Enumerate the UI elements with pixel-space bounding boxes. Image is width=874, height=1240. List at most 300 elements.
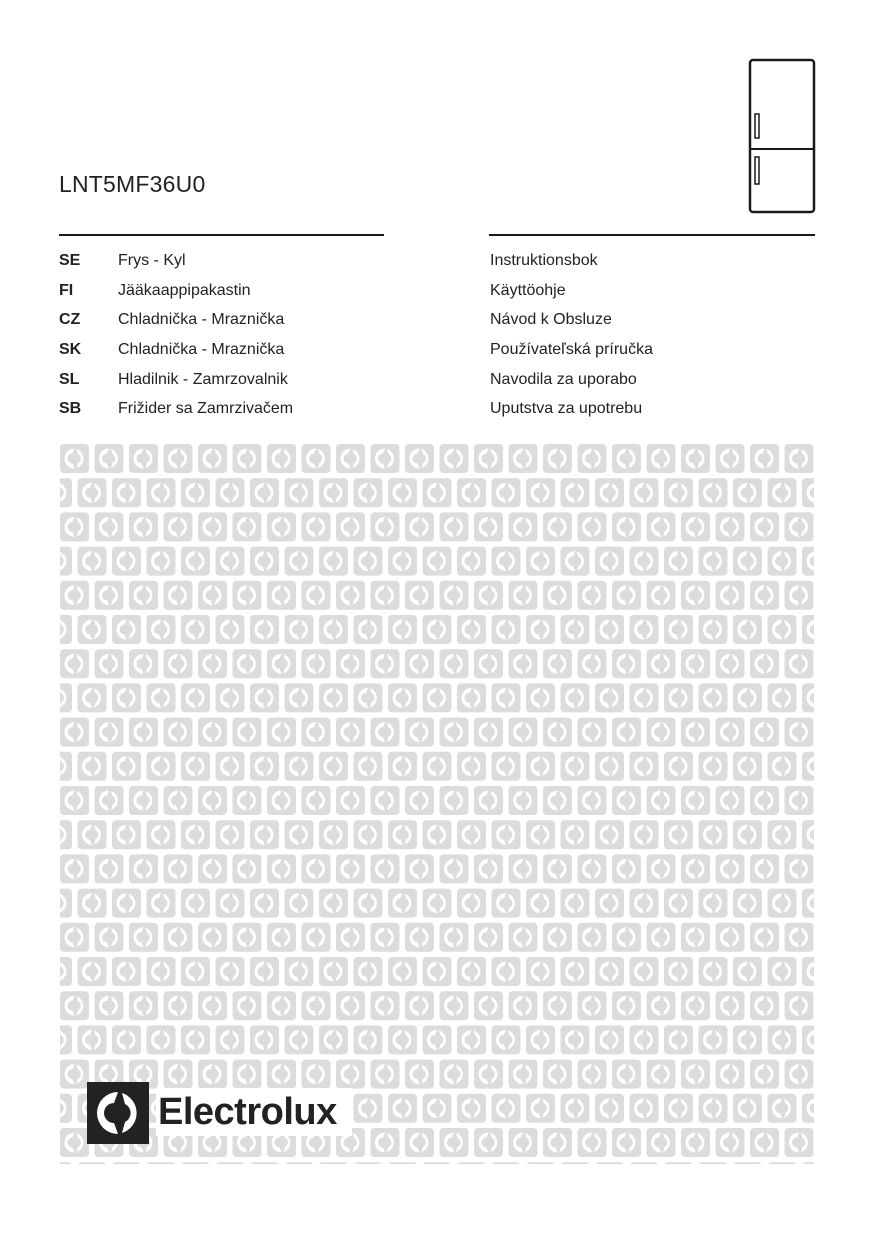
pattern-tile: [543, 923, 572, 952]
pattern-tile: [216, 615, 245, 644]
pattern-tile: [423, 1025, 452, 1054]
pattern-tile: [405, 923, 434, 952]
pattern-tile: [388, 683, 417, 712]
pattern-tile: [526, 752, 555, 781]
pattern-tile: [578, 923, 607, 952]
pattern-tile: [371, 649, 400, 678]
pattern-tile: [147, 820, 176, 849]
pattern-tile: [733, 820, 762, 849]
pattern-tile: [233, 786, 262, 815]
pattern-tile: [164, 923, 193, 952]
pattern-tile: [492, 615, 521, 644]
pattern-tile: [612, 991, 641, 1020]
pattern-tile: [785, 512, 814, 541]
pattern-tile: [681, 854, 710, 883]
pattern-tile: [750, 718, 779, 747]
pattern-tile: [147, 547, 176, 576]
pattern-tile: [733, 1162, 762, 1164]
pattern-tile: [78, 478, 107, 507]
pattern-tile: [492, 547, 521, 576]
pattern-tile: [647, 991, 676, 1020]
pattern-tile: [112, 1162, 141, 1164]
pattern-tile: [681, 786, 710, 815]
pattern-tile: [60, 649, 89, 678]
pattern-tile: [112, 547, 141, 576]
pattern-tile: [233, 1060, 262, 1089]
pattern-tile: [250, 1025, 279, 1054]
pattern-tile: [561, 889, 590, 918]
pattern-tile: [302, 512, 331, 541]
pattern-tile: [60, 615, 72, 644]
pattern-tile: [181, 889, 210, 918]
pattern-tile: [60, 444, 89, 473]
pattern-tile: [750, 786, 779, 815]
pattern-tile: [181, 615, 210, 644]
pattern-tile: [354, 1162, 383, 1164]
pattern-tile: [371, 444, 400, 473]
pattern-tile: [147, 1025, 176, 1054]
language-row: [59, 394, 819, 424]
pattern-tile: [216, 752, 245, 781]
pattern-tile: [95, 649, 124, 678]
pattern-tile: [302, 649, 331, 678]
pattern-tile: [612, 444, 641, 473]
pattern-tile: [578, 649, 607, 678]
manual-title: Návod k Obsluze: [490, 311, 612, 329]
pattern-tile: [129, 444, 158, 473]
pattern-tile: [319, 478, 348, 507]
pattern-tile: [492, 820, 521, 849]
pattern-tile: [302, 1060, 331, 1089]
pattern-tile: [267, 923, 296, 952]
pattern-tile: [216, 1025, 245, 1054]
pattern-tile: [681, 1060, 710, 1089]
pattern-tile: [216, 478, 245, 507]
language-code: SK: [59, 341, 82, 359]
pattern-tile: [768, 889, 797, 918]
language-row: [59, 335, 819, 365]
pattern-tile: [302, 581, 331, 610]
product-name: Chladnička - Mraznička: [118, 311, 285, 329]
pattern-tile: [354, 683, 383, 712]
pattern-tile: [578, 786, 607, 815]
pattern-tile: [647, 923, 676, 952]
divider-right: [489, 234, 815, 236]
pattern-tile: [319, 752, 348, 781]
pattern-tile: [371, 718, 400, 747]
pattern-tile: [181, 547, 210, 576]
pattern-tile: [302, 923, 331, 952]
pattern-tile: [405, 1128, 434, 1157]
pattern-tile: [492, 752, 521, 781]
pattern-tile: [319, 1025, 348, 1054]
pattern-tile: [785, 718, 814, 747]
pattern-tile: [733, 615, 762, 644]
language-row: [59, 305, 819, 335]
pattern-tile: [423, 547, 452, 576]
pattern-tile: [78, 1162, 107, 1164]
pattern-tile: [457, 820, 486, 849]
pattern-tile: [285, 547, 314, 576]
pattern-tile: [612, 512, 641, 541]
pattern-tile: [233, 923, 262, 952]
pattern-tile: [405, 1060, 434, 1089]
pattern-tile: [250, 547, 279, 576]
logo-pattern-background: [60, 444, 814, 1164]
pattern-tile: [95, 512, 124, 541]
pattern-tile: [95, 718, 124, 747]
pattern-tile: [750, 444, 779, 473]
pattern-tile: [250, 1162, 279, 1164]
pattern-tile: [750, 512, 779, 541]
pattern-tile: [129, 581, 158, 610]
pattern-tile: [578, 991, 607, 1020]
product-name: Frys - Kyl: [118, 252, 186, 269]
pattern-tile: [595, 957, 624, 986]
pattern-tile: [543, 1060, 572, 1089]
pattern-tile: [78, 889, 107, 918]
pattern-tile: [285, 615, 314, 644]
model-number: LNT5MF36U0: [59, 171, 206, 197]
pattern-tile: [595, 1162, 624, 1164]
pattern-tile: [630, 1025, 659, 1054]
pattern-tile: [250, 683, 279, 712]
language-code: FI: [59, 281, 74, 299]
pattern-tile: [785, 581, 814, 610]
pattern-tile: [578, 581, 607, 610]
pattern-tile: [630, 889, 659, 918]
language-code: SL: [59, 370, 80, 388]
pattern-tile: [112, 683, 141, 712]
pattern-tile: [354, 615, 383, 644]
pattern-tile: [60, 512, 89, 541]
product-name: Hladilnik - Zamrzovalnik: [118, 370, 288, 388]
pattern-tile: [336, 786, 365, 815]
pattern-tile: [388, 478, 417, 507]
pattern-tile: [526, 889, 555, 918]
pattern-tile: [354, 1094, 383, 1123]
pattern-tile: [319, 820, 348, 849]
pattern-tile: [750, 1128, 779, 1157]
pattern-tile: [78, 957, 107, 986]
pattern-tile: [95, 854, 124, 883]
pattern-tile: [181, 957, 210, 986]
pattern-tile: [95, 923, 124, 952]
pattern-tile: [267, 512, 296, 541]
pattern-tile: [181, 683, 210, 712]
pattern-tile: [733, 889, 762, 918]
pattern-tile: [543, 718, 572, 747]
pattern-tile: [164, 718, 193, 747]
pattern-tile: [716, 581, 745, 610]
pattern-tile: [60, 478, 72, 507]
pattern-tile: [354, 478, 383, 507]
pattern-tile: [492, 683, 521, 712]
pattern-tile: [509, 854, 538, 883]
pattern-tile: [474, 923, 503, 952]
pattern-tile: [664, 615, 693, 644]
pattern-tile: [716, 512, 745, 541]
pattern-tile: [681, 581, 710, 610]
language-code: CZ: [59, 311, 81, 329]
pattern-tile: [561, 1094, 590, 1123]
pattern-tile: [423, 478, 452, 507]
pattern-tile: [802, 752, 814, 781]
pattern-tile: [129, 786, 158, 815]
pattern-tile: [112, 752, 141, 781]
pattern-tile: [440, 444, 469, 473]
pattern-tile: [474, 444, 503, 473]
pattern-tile: [164, 1060, 193, 1089]
pattern-tile: [405, 649, 434, 678]
pattern-tile: [457, 889, 486, 918]
pattern-tile: [802, 1162, 814, 1164]
pattern-tile: [595, 615, 624, 644]
pattern-tile: [198, 923, 227, 952]
pattern-tile: [285, 478, 314, 507]
pattern-tile: [578, 512, 607, 541]
pattern-tile: [561, 820, 590, 849]
pattern-tile: [181, 478, 210, 507]
pattern-tile: [267, 649, 296, 678]
pattern-tile: [716, 649, 745, 678]
pattern-tile: [440, 991, 469, 1020]
pattern-tile: [302, 991, 331, 1020]
pattern-tile: [699, 1025, 728, 1054]
pattern-tile: [474, 786, 503, 815]
pattern-tile: [647, 581, 676, 610]
pattern-tile: [733, 683, 762, 712]
pattern-tile: [250, 752, 279, 781]
pattern-tile: [354, 1025, 383, 1054]
pattern-tile: [474, 1128, 503, 1157]
pattern-tile: [750, 649, 779, 678]
pattern-tile: [733, 1094, 762, 1123]
pattern-tile: [474, 512, 503, 541]
pattern-tile: [336, 923, 365, 952]
pattern-tile: [664, 683, 693, 712]
pattern-tile: [354, 957, 383, 986]
pattern-tile: [129, 649, 158, 678]
pattern-tile: [630, 683, 659, 712]
pattern-tile: [423, 1162, 452, 1164]
pattern-tile: [129, 991, 158, 1020]
pattern-tile: [267, 991, 296, 1020]
pattern-tile: [60, 1094, 72, 1123]
pattern-tile: [526, 1094, 555, 1123]
pattern-tile: [198, 444, 227, 473]
pattern-tile: [354, 820, 383, 849]
pattern-tile: [526, 1162, 555, 1164]
pattern-tile: [405, 581, 434, 610]
pattern-tile: [95, 786, 124, 815]
pattern-tile: [526, 683, 555, 712]
manual-title: Uputstva za upotrebu: [490, 400, 643, 418]
pattern-tile: [509, 581, 538, 610]
pattern-tile: [95, 444, 124, 473]
manual-title: Používateľská príručka: [490, 341, 653, 359]
pattern-tile: [699, 478, 728, 507]
pattern-tile: [526, 478, 555, 507]
pattern-tile: [612, 581, 641, 610]
pattern-tile: [543, 581, 572, 610]
pattern-tile: [630, 478, 659, 507]
pattern-tile: [60, 786, 89, 815]
pattern-tile: [440, 649, 469, 678]
pattern-tile: [440, 581, 469, 610]
pattern-tile: [699, 1162, 728, 1164]
pattern-tile: [78, 547, 107, 576]
pattern-tile: [216, 889, 245, 918]
pattern-tile: [802, 889, 814, 918]
pattern-tile: [233, 649, 262, 678]
pattern-tile: [60, 854, 89, 883]
pattern-tile: [699, 615, 728, 644]
pattern-tile: [561, 1025, 590, 1054]
pattern-tile: [716, 718, 745, 747]
pattern-tile: [699, 957, 728, 986]
pattern-tile: [60, 1128, 89, 1157]
pattern-tile: [388, 957, 417, 986]
pattern-tile: [60, 752, 72, 781]
pattern-tile: [681, 923, 710, 952]
pattern-tile: [474, 991, 503, 1020]
pattern-tile: [60, 1162, 72, 1164]
pattern-tile: [78, 820, 107, 849]
pattern-tile: [440, 1060, 469, 1089]
pattern-tile: [164, 649, 193, 678]
pattern-tile: [198, 991, 227, 1020]
pattern-tile: [750, 581, 779, 610]
pattern-tile: [664, 1025, 693, 1054]
pattern-tile: [336, 581, 365, 610]
pattern-tile: [561, 547, 590, 576]
pattern-tile: [250, 957, 279, 986]
pattern-tile: [561, 752, 590, 781]
pattern-tile: [802, 683, 814, 712]
pattern-tile: [405, 512, 434, 541]
pattern-tile: [630, 752, 659, 781]
pattern-tile: [492, 1025, 521, 1054]
pattern-tile: [112, 889, 141, 918]
pattern-tile: [60, 1060, 89, 1089]
pattern-tile: [250, 889, 279, 918]
pattern-tile: [267, 1060, 296, 1089]
pattern-tile: [233, 991, 262, 1020]
product-name: Jääkaappipakastin: [118, 281, 251, 299]
pattern-tile: [147, 752, 176, 781]
pattern-tile: [388, 547, 417, 576]
pattern-tile: [60, 991, 89, 1020]
pattern-tile: [423, 683, 452, 712]
pattern-tile: [716, 1060, 745, 1089]
pattern-tile: [543, 649, 572, 678]
pattern-tile: [60, 581, 89, 610]
pattern-tile: [681, 718, 710, 747]
pattern-tile: [543, 991, 572, 1020]
pattern-tile: [526, 615, 555, 644]
pattern-tile: [768, 683, 797, 712]
pattern-tile: [699, 683, 728, 712]
pattern-tile: [509, 923, 538, 952]
pattern-tile: [147, 889, 176, 918]
pattern-tile: [302, 718, 331, 747]
electrolux-logo-mark-icon: [87, 1082, 149, 1144]
pattern-tile: [768, 1162, 797, 1164]
pattern-tile: [60, 1025, 72, 1054]
pattern-tile: [60, 547, 72, 576]
pattern-tile: [561, 478, 590, 507]
pattern-tile: [78, 683, 107, 712]
pattern-tile: [509, 649, 538, 678]
pattern-tile: [198, 581, 227, 610]
pattern-tile: [233, 512, 262, 541]
pattern-tile: [267, 854, 296, 883]
pattern-tile: [509, 1060, 538, 1089]
divider-left: [59, 234, 384, 236]
pattern-tile: [233, 718, 262, 747]
pattern-tile: [543, 444, 572, 473]
pattern-tile: [664, 889, 693, 918]
pattern-tile: [647, 1060, 676, 1089]
pattern-tile: [181, 820, 210, 849]
pattern-tile: [250, 615, 279, 644]
pattern-tile: [750, 923, 779, 952]
pattern-tile: [354, 889, 383, 918]
pattern-tile: [233, 854, 262, 883]
pattern-tile: [285, 683, 314, 712]
pattern-tile: [457, 615, 486, 644]
pattern-tile: [198, 786, 227, 815]
pattern-tile: [405, 991, 434, 1020]
pattern-tile: [716, 1128, 745, 1157]
pattern-tile: [595, 478, 624, 507]
pattern-tile: [612, 786, 641, 815]
pattern-tile: [285, 889, 314, 918]
pattern-tile: [302, 786, 331, 815]
pattern-tile: [319, 683, 348, 712]
pattern-tile: [457, 1094, 486, 1123]
pattern-tile: [578, 1060, 607, 1089]
pattern-tile: [543, 512, 572, 541]
pattern-tile: [112, 1025, 141, 1054]
pattern-tile: [354, 752, 383, 781]
pattern-tile: [716, 991, 745, 1020]
pattern-tile: [768, 820, 797, 849]
pattern-tile: [802, 1094, 814, 1123]
pattern-tile: [60, 718, 89, 747]
pattern-tile: [285, 957, 314, 986]
pattern-tile: [388, 889, 417, 918]
pattern-tile: [388, 615, 417, 644]
pattern-tile: [681, 991, 710, 1020]
pattern-tile: [164, 444, 193, 473]
pattern-tile: [233, 444, 262, 473]
pattern-tile: [768, 752, 797, 781]
pattern-tile: [802, 547, 814, 576]
pattern-tile: [526, 957, 555, 986]
pattern-tile: [664, 478, 693, 507]
pattern-tile: [595, 820, 624, 849]
pattern-tile: [750, 1060, 779, 1089]
pattern-tile: [336, 649, 365, 678]
pattern-tile: [526, 547, 555, 576]
pattern-tile: [336, 1060, 365, 1089]
pattern-tile: [405, 786, 434, 815]
pattern-tile: [578, 444, 607, 473]
pattern-tile: [543, 1128, 572, 1157]
pattern-tile: [147, 957, 176, 986]
